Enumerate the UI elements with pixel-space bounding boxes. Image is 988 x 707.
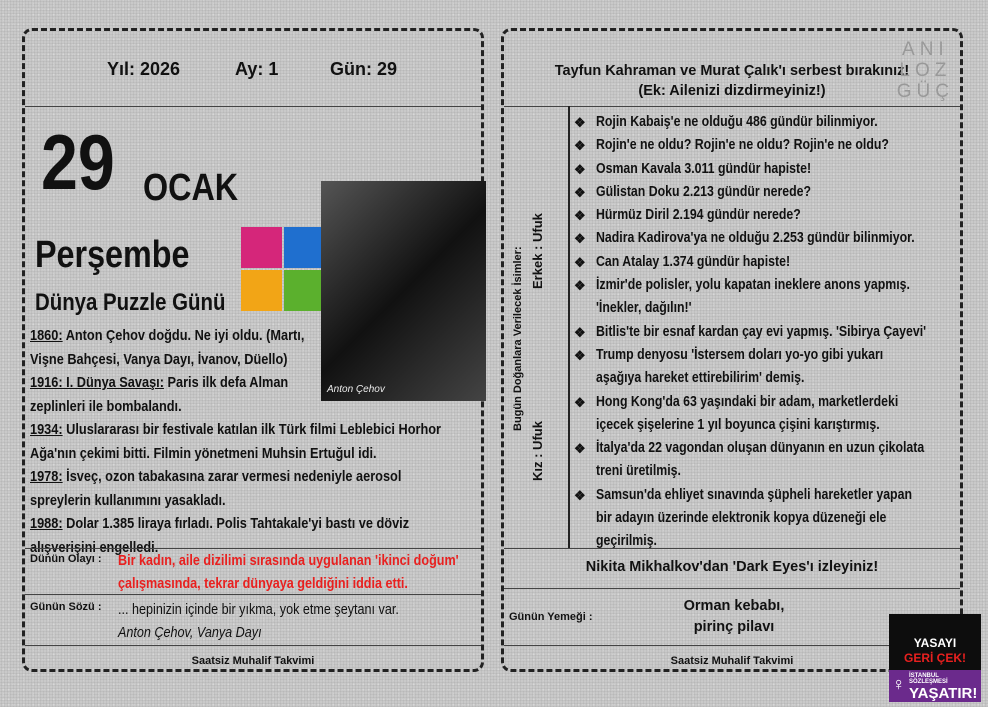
diamond-bullet-icon <box>574 297 596 320</box>
badge-line: İSTANBUL SÖZLEŞMESİ <box>909 673 948 685</box>
diamond-bullet-icon <box>574 460 596 483</box>
diamond-bullet-icon: ❖ <box>574 324 586 340</box>
quote-label: Günün Sözü : <box>30 601 102 613</box>
month-name: OCAK <box>143 167 239 209</box>
news-item-text: içecek şişelerine 1 yıl boyunca çişini karıştırmış. <box>596 416 880 433</box>
vertical-divider <box>568 106 570 548</box>
news-item-text: Samsun'da ehliyet sınavında şüpheli hareketler yapan <box>596 486 912 503</box>
news-item-text: Osman Kavala 3.011 gündür hapiste! <box>596 160 812 177</box>
history-line: Ağa'nın çekimi bitti. Filmin yönetmeni Muhsin Ertuğul idi. <box>30 444 377 462</box>
divider <box>25 106 481 107</box>
diamond-bullet-icon: ❖ <box>574 278 586 294</box>
news-item <box>574 204 964 227</box>
news-item <box>574 367 964 390</box>
news-item-text: treni üretilmiş. <box>596 463 681 480</box>
diamond-bullet-icon <box>574 507 596 530</box>
left-calendar-page <box>22 28 484 672</box>
news-item <box>574 507 964 530</box>
news-item-text: Rojin'e ne oldu? Rojin'e ne oldu? Rojin'e ne oldu? <box>596 137 889 154</box>
divider <box>25 594 481 595</box>
divider <box>25 645 481 646</box>
news-item-text: Gülistan Doku 2.213 gündür nerede? <box>596 183 812 200</box>
names-title: Bugün Doğanlara Verilecek İsimler: <box>512 246 524 431</box>
puzzle-icon <box>241 227 325 311</box>
news-item <box>574 134 964 157</box>
diamond-bullet-icon <box>574 530 596 553</box>
news-item-text: İzmir'de polisler, yolu kapatan ineklere anons yapmış. <box>596 277 910 294</box>
news-item-text: geçirilmiş. <box>596 533 657 550</box>
divider <box>504 588 960 589</box>
footer-title: Saatsiz Muhalif Takvimi <box>191 655 315 667</box>
diamond-bullet-icon: ❖ <box>574 394 586 410</box>
diamond-bullet-icon: ❖ <box>574 208 586 224</box>
news-item <box>574 391 964 414</box>
quote <box>118 598 399 644</box>
news-item-text: aşağıya hareket ettirebilirim' demiş. <box>596 370 805 387</box>
badge-line: YASAYI <box>913 636 957 650</box>
header-line: (Ek: Ailenizi dizdirmeyiniz!) <box>638 83 826 99</box>
girl-name: Kız : Ufuk <box>530 421 545 481</box>
diamond-bullet-icon: ❖ <box>574 184 586 200</box>
diamond-bullet-icon: ❖ <box>574 138 586 154</box>
news-item-text: İtalya'da 22 vagondan oluşan dünyanın en uzun çikolata <box>596 440 925 457</box>
news-item-text: Trump denyosu 'İstersem doları yo-yo gibi yukarı <box>596 346 884 363</box>
diamond-bullet-icon: ❖ <box>574 254 586 270</box>
news-item <box>574 344 964 367</box>
day-label: Gün: 29 <box>330 59 398 79</box>
news-item <box>574 111 964 134</box>
food-label: Günün Yemeği : <box>509 611 593 623</box>
news-item <box>574 297 964 320</box>
month-label: Ay: 1 <box>235 59 279 79</box>
diamond-bullet-icon <box>574 367 596 390</box>
history-line: 1860: Anton Çehov doğdu. Ne iyi oldu. (Martı, <box>30 327 305 344</box>
female-symbol-icon: ♀ <box>892 674 906 694</box>
watermark-logo: ANI LOZ GÜÇ <box>896 39 954 102</box>
diamond-bullet-icon <box>574 414 596 437</box>
history-line: Vişne Bahçesi, Vanya Dayı, İvanov, Düello) <box>30 350 288 368</box>
history-list <box>30 324 485 559</box>
news-item <box>574 460 964 483</box>
history-line: 1978: İsveç, ozon tabakasına zarar vermesi nedeniyle aerosol <box>30 468 402 485</box>
weekday: Perşembe <box>35 234 190 276</box>
history-line: spreylerin kullanımını yasakladı. <box>30 491 226 509</box>
news-item <box>574 227 964 250</box>
news-list <box>574 111 964 554</box>
news-item-text: Hong Kong'da 63 yaşındaki bir adam, marketlerdeki <box>596 393 899 410</box>
diamond-bullet-icon: ❖ <box>574 231 586 247</box>
news-item <box>574 437 964 460</box>
news-item-text: Nadira Kadirova'ya ne olduğu 2.253 gündür bilinmiyor. <box>596 230 915 247</box>
news-item-text: 'İnekler, dağılın!' <box>596 300 692 317</box>
year-label: Yıl: 2026 <box>107 59 181 79</box>
history-line: 1988: Dolar 1.385 liraya fırladı. Polis Tahtakale'yi bastı ve döviz <box>30 515 410 532</box>
diamond-bullet-icon: ❖ <box>574 115 586 130</box>
boy-name: Erkek : Ufuk <box>530 213 545 289</box>
campaign-badge <box>889 614 981 702</box>
news-item-text: Rojin Kabaiş'e ne olduğu 486 gündür bilinmiyor. <box>596 114 878 130</box>
diamond-bullet-icon: ❖ <box>574 347 586 363</box>
news-item <box>574 484 964 507</box>
photo-caption: Anton Çehov <box>327 384 385 395</box>
news-item-text: Hürmüz Diril 2.194 gündür nerede? <box>596 207 801 224</box>
food-of-day: Orman kebabı, pirinç pilavı <box>683 598 785 635</box>
day-number: 29 <box>41 118 115 206</box>
news-item <box>574 158 964 181</box>
film-recommendation: Nikita Mikhalkov'dan 'Dark Eyes'ı izleyiniz! <box>585 559 879 575</box>
badge-line: GERİ ÇEK! <box>903 651 966 665</box>
history-line: zeplinleri ile bombalandı. <box>30 397 182 415</box>
divider <box>504 548 960 549</box>
news-item-text: Can Atalay 1.374 gündür hapiste! <box>596 253 791 270</box>
diamond-bullet-icon: ❖ <box>574 441 586 457</box>
news-item <box>574 414 964 437</box>
divider <box>504 106 960 107</box>
diamond-bullet-icon: ❖ <box>574 161 586 177</box>
history-line: 1916: I. Dünya Savaşı: Paris ilk defa Alman <box>30 374 289 391</box>
right-calendar-page <box>501 28 963 672</box>
quote-author: Anton Çehov, Vanya Dayı <box>118 624 262 641</box>
news-item <box>574 321 964 344</box>
diamond-bullet-icon: ❖ <box>574 487 586 503</box>
news-item <box>574 530 964 553</box>
news-item-text: bir adayın üzerinde elektronik kopya düzeneği ele <box>596 510 887 527</box>
event-label: Dünün Olayı : <box>30 553 102 565</box>
news-item-text: Bitlis'te bir esnaf kardan çay evi yapmış. 'Sibirya Çayevi' <box>596 323 927 340</box>
footer-title: Saatsiz Muhalif Takvimi <box>670 655 794 667</box>
history-line: 1934: Uluslararası bir festivale katılan ilk Türk filmi Leblebici Horhor <box>30 421 442 438</box>
special-day: Dünya Puzzle Günü <box>35 289 226 316</box>
badge-line: YAŞATIR! <box>909 685 978 702</box>
history-line: alışverişini engelledi. <box>30 538 159 556</box>
header-message <box>504 61 960 101</box>
quote-text: ... hepinizin içinde bir yıkma, yok etme şeytanı var. <box>118 601 399 618</box>
news-item <box>574 274 964 297</box>
news-item <box>574 251 964 274</box>
event-text: Bir kadın, aile dizilimi sırasında uygulanan 'ikinci doğum' çalışmasında, tekrar dünyaya geldiğini iddia etti. <box>118 552 459 592</box>
header-line: Tayfun Kahraman ve Murat Çalık'ı serbest bırakınız! <box>554 63 910 79</box>
news-item <box>574 181 964 204</box>
